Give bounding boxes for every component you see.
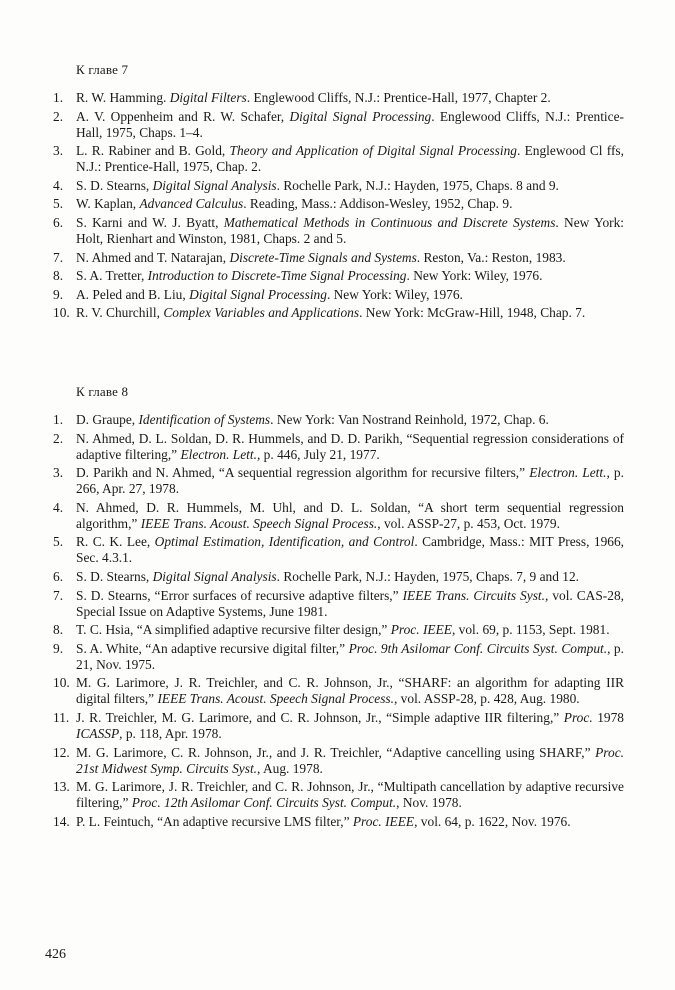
reference-item bbox=[0, 641, 624, 673]
reference-text: S. Karni and W. J. Byatt, bbox=[76, 214, 224, 230]
reference-text: S. D. Stearns, “Error surfaces of recursive adaptive filters,” bbox=[76, 587, 403, 603]
reference-text: M. G. Larimore, J. R. Treichler, and C. R. Johnson, Jr., “SHARF: an algorithm for adapting IIR digital filters,” bbox=[76, 675, 624, 707]
reference-title: Digital Filters bbox=[169, 90, 247, 105]
reference-text: , vol. 69, p. 1153, Sept. 1981. bbox=[451, 622, 610, 638]
reference-item bbox=[0, 143, 624, 175]
reference-item bbox=[0, 109, 624, 141]
reference-text: M. G. Larimore, C. R. Johnson, Jr., and J. R. Treichler, “Adaptive cancelling using SHARF,” bbox=[76, 744, 596, 760]
reference-item bbox=[0, 178, 624, 194]
reference-text: . Reading, Mass.: Addison-Wesley, 1952, Chap. 9. bbox=[243, 196, 513, 212]
reference-list-ch8 bbox=[0, 412, 675, 832]
reference-title: Proc. 21st Midwest Symp. Circuits Syst. bbox=[76, 744, 624, 776]
reference-text: . Reston, Va.: Reston, 1983. bbox=[416, 249, 566, 265]
reference-text: R. W. Hamming. bbox=[76, 90, 170, 105]
reference-item bbox=[0, 305, 624, 321]
reference-text: D. Graupe, bbox=[76, 412, 139, 427]
reference-text: , p. 118, Apr. 1978. bbox=[119, 725, 222, 741]
reference-title: IEEE Trans. Acoust. Speech Signal Process. bbox=[157, 691, 394, 707]
reference-text: W. Kaplan, bbox=[76, 196, 140, 212]
reference-text: T. C. Hsia, “A simplified adaptive recursive filter design,” bbox=[76, 622, 391, 638]
reference-text: , p. 446, July 21, 1977. bbox=[256, 446, 380, 462]
reference-text: , vol. CAS-28, Special Issue on Adaptive Systems, June 1981. bbox=[76, 587, 625, 619]
reference-number: 3. bbox=[53, 465, 64, 481]
reference-number: 2. bbox=[53, 430, 64, 446]
reference-number: 4. bbox=[53, 499, 64, 515]
reference-number: 14. bbox=[53, 813, 70, 829]
page-number: 426 bbox=[45, 947, 66, 962]
reference-number: 1. bbox=[53, 90, 64, 105]
reference-text: . New York: Van Nostrand Reinhold, 1972, Chap. 6. bbox=[270, 412, 549, 427]
reference-text: . Cambridge, Mass.: MIT Press, 1966, Sec. 4.3.1. bbox=[76, 534, 624, 566]
reference-title: Proc. IEEE bbox=[390, 622, 452, 638]
reference-text: . Rochelle Park, N.J.: Hayden, 1975, Chaps. 8 and 9. bbox=[276, 177, 559, 193]
reference-title: Theory and Application of Digital Signal Processing bbox=[229, 143, 517, 159]
reference-text: J. R. Treichler, M. G. Larimore, and C. R. Johnson, Jr., “Simple adaptive IIR filtering,” bbox=[76, 709, 564, 725]
reference-title: Advanced Calculus bbox=[139, 196, 244, 212]
reference-number: 13. bbox=[53, 779, 70, 795]
reference-title: Discrete-Time Signals and Systems bbox=[229, 249, 417, 265]
reference-number: 6. bbox=[53, 214, 64, 230]
reference-text: N. Ahmed, D. R. Hummels, M. Uhl, and D. L. Soldan, “A short term sequential regression algorithm,” bbox=[76, 499, 624, 531]
reference-title: Digital Signal Analysis bbox=[152, 177, 277, 193]
reference-item bbox=[0, 779, 624, 811]
reference-title: IEEE Trans. Acoust. Speech Signal Process. bbox=[140, 515, 378, 531]
reference-item bbox=[0, 814, 624, 830]
reference-text: , vol. 64, p. 1622, Nov. 1976. bbox=[414, 813, 571, 829]
reference-text: A. V. Oppenheim and R. W. Schafer, bbox=[76, 108, 290, 124]
reference-item bbox=[0, 622, 624, 638]
reference-text: , Nov. 1978. bbox=[396, 795, 462, 811]
section-heading-ch7: К главе 7 bbox=[76, 62, 129, 77]
reference-item bbox=[0, 287, 624, 303]
reference-item bbox=[0, 412, 624, 428]
reference-text: . Englewood Cl ffs, N.J.: Prentice-Hall, 1975, Chap. 2. bbox=[76, 143, 624, 175]
reference-list-ch7 bbox=[0, 90, 675, 324]
reference-item bbox=[0, 250, 624, 266]
reference-title: ICASSP bbox=[76, 725, 120, 741]
reference-number: 10. bbox=[53, 675, 70, 691]
reference-item bbox=[0, 534, 624, 566]
reference-text: A. Peled and B. Liu, bbox=[76, 286, 190, 302]
reference-title: Digital Signal Processing bbox=[189, 286, 327, 302]
reference-number: 3. bbox=[53, 143, 64, 159]
reference-title: Identification of Systems bbox=[138, 412, 271, 427]
reference-title: Digital Signal Processing bbox=[289, 108, 432, 124]
reference-item bbox=[0, 569, 624, 585]
reference-number: 11. bbox=[53, 709, 70, 725]
reference-number: 2. bbox=[53, 108, 64, 124]
reference-number: 4. bbox=[53, 177, 64, 193]
reference-number: 6. bbox=[53, 568, 64, 584]
reference-title: Proc. IEEE bbox=[352, 813, 415, 829]
reference-text: P. L. Feintuch, “An adaptive recursive LMS filter,” bbox=[76, 813, 353, 829]
reference-text: , vol. ASSP-27, p. 453, Oct. 1979. bbox=[377, 515, 560, 531]
reference-text: S. D. Stearns, bbox=[76, 568, 153, 584]
reference-item bbox=[0, 710, 624, 742]
reference-title: Proc. 9th Asilomar Conf. Circuits Syst. Comput. bbox=[348, 640, 608, 656]
reference-text: , p. 21, Nov. 1975. bbox=[76, 640, 624, 672]
reference-number: 9. bbox=[53, 286, 64, 302]
reference-text: . New York: McGraw-Hill, 1948, Chap. 7. bbox=[359, 305, 586, 321]
reference-text: S. A. White, “An adaptive recursive digital filter,” bbox=[76, 640, 349, 656]
reference-number: 5. bbox=[53, 196, 64, 212]
reference-text: D. Parikh and N. Ahmed, “A sequential regression algorithm for recursive filters,” bbox=[76, 465, 530, 481]
reference-item bbox=[0, 465, 624, 497]
section-heading-ch8: К главе 8 bbox=[76, 384, 129, 399]
reference-title: Digital Signal Analysis bbox=[152, 568, 277, 584]
reference-title: Electron. Lett. bbox=[529, 465, 607, 481]
reference-number: 8. bbox=[53, 268, 64, 284]
reference-number: 1. bbox=[53, 412, 64, 427]
reference-number: 9. bbox=[53, 640, 64, 656]
reference-title: IEEE Trans. Circuits Syst. bbox=[402, 587, 545, 603]
reference-number: 12. bbox=[53, 744, 70, 760]
reference-item bbox=[0, 196, 624, 212]
reference-text: 1978 bbox=[592, 709, 624, 725]
reference-text: . New York: Wiley, 1976. bbox=[406, 268, 543, 284]
reference-item bbox=[0, 675, 624, 707]
reference-text: S. A. Tretter, bbox=[76, 268, 148, 284]
reference-text: N. Ahmed, D. L. Soldan, D. R. Hummels, and D. D. Parikh, “Sequential regression considerations of adaptive filtering,” bbox=[76, 430, 624, 462]
reference-text: , p. 266, Apr. 27, 1978. bbox=[76, 465, 624, 497]
reference-number: 10. bbox=[53, 305, 70, 321]
reference-text: . Englewood Cliffs, N.J.: Prentice-Hall, 1975, Chaps. 1–4. bbox=[76, 108, 624, 140]
reference-title: Electron. Lett. bbox=[180, 446, 257, 462]
reference-title: Proc. bbox=[563, 709, 593, 725]
reference-title: Mathematical Methods in Continuous and Discrete Systems bbox=[223, 214, 556, 230]
reference-text: , Aug. 1978. bbox=[257, 760, 323, 776]
reference-text: R. C. K. Lee, bbox=[76, 534, 155, 550]
reference-title: Proc. 12th Asilomar Conf. Circuits Syst. Comput. bbox=[131, 795, 397, 811]
reference-item bbox=[0, 500, 624, 532]
reference-item bbox=[0, 268, 624, 284]
reference-title: Optimal Estimation, Identification, and Control bbox=[154, 534, 415, 550]
reference-title: Complex Variables and Applications bbox=[163, 305, 360, 321]
reference-number: 8. bbox=[53, 622, 64, 638]
reference-text: . Englewood Cliffs, N.J.: Prentice-Hall, 1977, Chapter 2. bbox=[246, 90, 551, 105]
reference-text: . New York: Wiley, 1976. bbox=[326, 286, 463, 302]
reference-title: Introduction to Discrete-Time Signal Processing bbox=[147, 268, 407, 284]
reference-number: 5. bbox=[53, 534, 64, 550]
reference-item bbox=[0, 431, 624, 463]
reference-text: S. D. Stearns, bbox=[76, 177, 153, 193]
reference-text: R. V. Churchill, bbox=[76, 305, 164, 321]
reference-text: , vol. ASSP-28, p. 428, Aug. 1980. bbox=[393, 691, 580, 707]
reference-number: 7. bbox=[53, 249, 64, 265]
reference-item bbox=[0, 215, 624, 247]
reference-item bbox=[0, 745, 624, 777]
reference-text: M. G. Larimore, J. R. Treichler, and C. R. Johnson, Jr., “Multipath cancellation by adaptive recursive filtering,” bbox=[76, 779, 624, 811]
reference-text: . Rochelle Park, N.J.: Hayden, 1975, Chaps. 7, 9 and 12. bbox=[276, 568, 579, 584]
reference-text: . New York: Holt, Rienhart and Winston, 1981, Chaps. 2 and 5. bbox=[76, 214, 625, 246]
reference-item bbox=[0, 90, 624, 106]
reference-item bbox=[0, 588, 624, 620]
reference-text: N. Ahmed and T. Natarajan, bbox=[76, 249, 230, 265]
reference-text: L. R. Rabiner and B. Gold, bbox=[76, 143, 230, 159]
reference-number: 7. bbox=[53, 587, 64, 603]
